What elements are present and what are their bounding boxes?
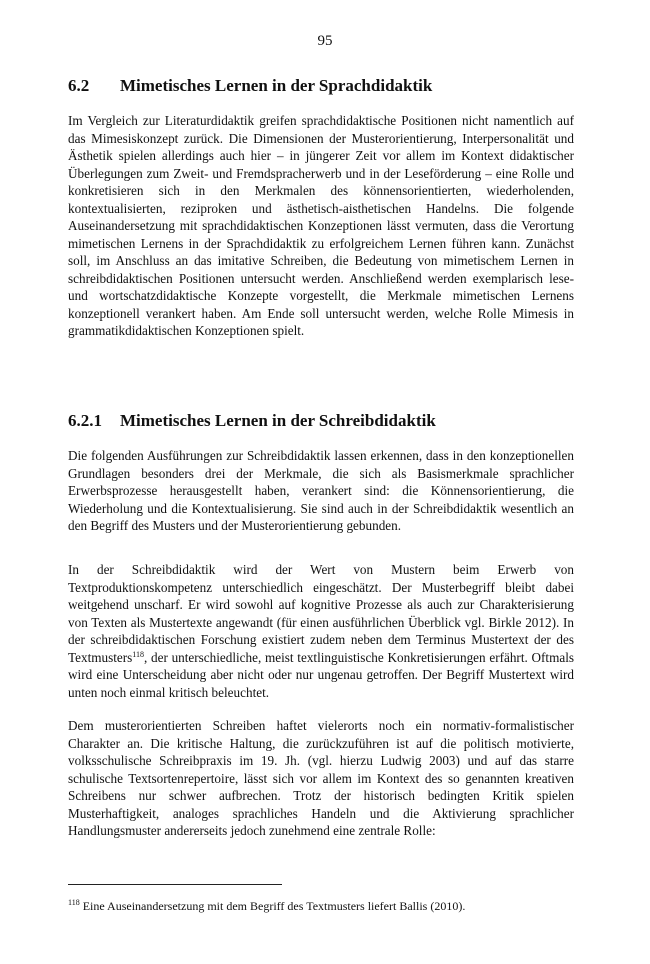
- page-number: 95: [317, 33, 333, 49]
- section-title: Mimetisches Lernen in der Sprachdidaktik: [120, 76, 433, 95]
- footnote-number: 118: [68, 898, 80, 907]
- footnote-text: Eine Auseinandersetzung mit dem Begriff des Textmusters liefert Ballis (2010).: [79, 899, 466, 913]
- footnote-reference[interactable]: 118: [132, 649, 144, 659]
- paragraph-text: In der Schreibdidaktik wird der Wert von Mustern beim Erwerb von Textproduktionskompetenz unterschiedlich eingeschätzt. Der Musterbegriff bleibt dabei weitgehend unscharf. Er wird sowohl auf kognitive Prozesse als auch zur Charakterisierung von Texten als Mustertexte angewandt (für einen ausführlichen Überblick vgl. Birkle 2012). In der schreibdidaktischen Forschung existiert zudem neben dem Terminus Mustertext der des Textmusters: [68, 562, 574, 665]
- footnote-separator: [68, 884, 282, 885]
- subsection-heading: [68, 411, 436, 431]
- section-heading: [68, 76, 432, 96]
- body-paragraph-1: Die folgenden Ausführungen zur Schreibdidaktik lassen erkennen, dass in den konzeptionellen Grundlagen besonders drei der Merkmale, die sich als Basismerkmale sprachlicher Erwerbsprozesse herausgestellt haben, verankert sind: die Könnensorientierung, die Wiederholung und die Kontextualisierung. Sie sind auch in der Schreibdidaktik wesentlich an den Begriff des Musters und der Musterorientierung gebunden.: [68, 448, 574, 533]
- footnote: [68, 899, 574, 914]
- subsection-number: 6.2.1: [68, 411, 102, 430]
- subsection-title: Mimetisches Lernen in der Schreibdidaktik: [120, 411, 436, 430]
- paragraph-text: , der unterschiedliche, meist textlinguistische Konkretisierungen erfährt. Oftmals wird eine Unterscheidung aber nicht oder nur ungenau getroffen. Der Begriff Mustertext wird unten noch einmal kritisch beleuchtet.: [68, 649, 574, 700]
- body-paragraph-2: [68, 561, 574, 701]
- body-paragraph-3: Dem musterorientierten Schreiben haftet vielerorts noch ein normativ-formalistischer Charakter an. Die kritische Haltung, die zurückzuführen ist auf die politisch motivierte, volksschulische Schreibpraxis im 19. Jh. (vgl. hierzu Ludwig 2003) und auf das starre schulische Textsortenrepertoire, lässt sich vor allem im Kontext des so genannten kreativen Schreibens nur schwer aufbrechen. Trotz der historisch bedingten Kritik spielen Musterhaftigkeit, analoges sprachliches Handeln und die Aktivierung sprachlicher Handlungsmuster andererseits jedoch zunehmend eine zentrale Rolle:: [68, 718, 574, 838]
- section-number: 6.2: [68, 76, 90, 95]
- section-intro-paragraph: Im Vergleich zur Literaturdidaktik greifen sprachdidaktische Positionen nicht namentlich auf das Mimesiskonzept zurück. Die Dimensionen der Musterorientierung, Interpersonalität und Ästhetik spielen allerdings auch hier – in jüngerer Zeit vor allem im Kontext didaktischer Überlegungen zum Zweit- und Fremdspracherwerb und in der Leseförderung – eine Rolle und konkretisieren sich in den Merkmalen des könnensorientierten, wiederholenden, kontextualisierten, reziproken und ästhetisch-aisthetischen Handelns. Die folgende Auseinandersetzung mit sprachdidaktischen Konzeptionen lässt vermuten, dass die Verortung mimetischen Lernens in der Sprachdidaktik zu erfolgreichem Lernen führen kann. Zunächst soll, im Anschluss an das imitative Schreiben, die Bedeutung von mimetischem Lernen in schreibdidaktischen Positionen untersucht werden. Anschließend werden exemplarisch lese- und wortschatzdidaktische Konzepte vorgestellt, die Merkmale mimetischen Lernens konzeptionell verankert haben. Am Ende soll untersucht werden, welche Rolle Mimesis in grammatikdidaktischen Konzeptionen spielt.: [68, 113, 574, 338]
